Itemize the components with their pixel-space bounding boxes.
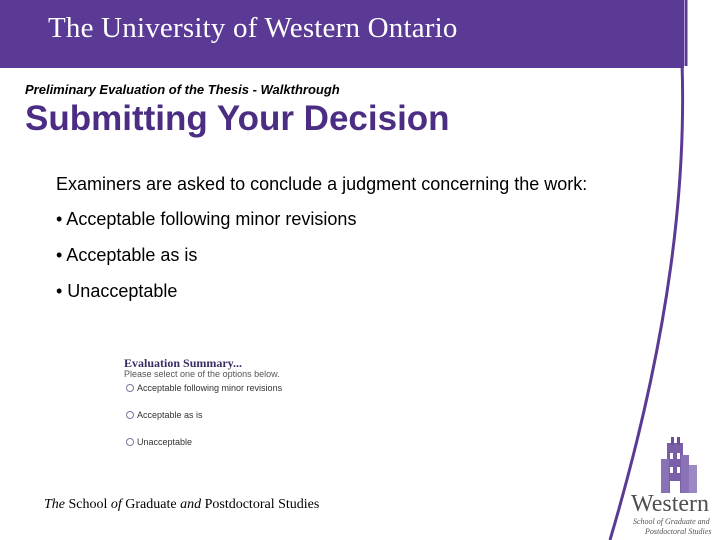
option-unacceptable[interactable] — [126, 437, 192, 447]
footer-postdoctoral: Postdoctoral Studies — [201, 497, 320, 512]
logo-wordmark: Western — [631, 491, 710, 517]
slide-body — [56, 173, 616, 316]
radio-icon[interactable] — [126, 411, 134, 419]
footer-of: of — [110, 497, 122, 512]
tower-icon — [627, 435, 720, 495]
option-minor-revisions[interactable] — [126, 383, 282, 393]
evaluation-instruction: Please select one of the options below. — [124, 369, 280, 379]
footer-the: The — [44, 497, 65, 512]
university-title: The University of Western Ontario — [48, 12, 458, 44]
footer-school: School — [65, 497, 111, 512]
option-acceptable[interactable] — [126, 410, 203, 420]
option-label: Unacceptable — [137, 437, 193, 447]
intro-text: Examiners are asked to conclude a judgment concerning the work: — [56, 174, 588, 194]
logo-subtitle-line1: School of Graduate and — [633, 517, 710, 526]
evaluation-summary-title: Evaluation Summary... — [124, 356, 243, 370]
logo-subtitle-line2: Postdoctoral Studies — [645, 527, 712, 536]
radio-icon[interactable] — [126, 438, 134, 446]
bullet-acceptable: • Acceptable as is — [56, 245, 198, 265]
radio-icon[interactable] — [126, 384, 134, 392]
footer-and: and — [180, 497, 202, 512]
bullet-unacceptable: • Unacceptable — [56, 281, 178, 301]
option-label: Acceptable following minor revisions — [137, 383, 283, 393]
evaluation-summary-screenshot — [120, 352, 320, 452]
slide-subtitle: Preliminary Evaluation of the Thesis - Walkthrough — [25, 82, 340, 97]
slide-heading: Submitting Your Decision — [25, 99, 450, 138]
western-logo — [627, 435, 720, 540]
option-label: Acceptable as is — [137, 410, 203, 420]
header-banner — [0, 0, 684, 68]
footer-graduate: Graduate — [121, 497, 181, 512]
bullet-minor-revisions: • Acceptable following minor revisions — [56, 209, 357, 229]
footer-school-name — [44, 497, 319, 513]
